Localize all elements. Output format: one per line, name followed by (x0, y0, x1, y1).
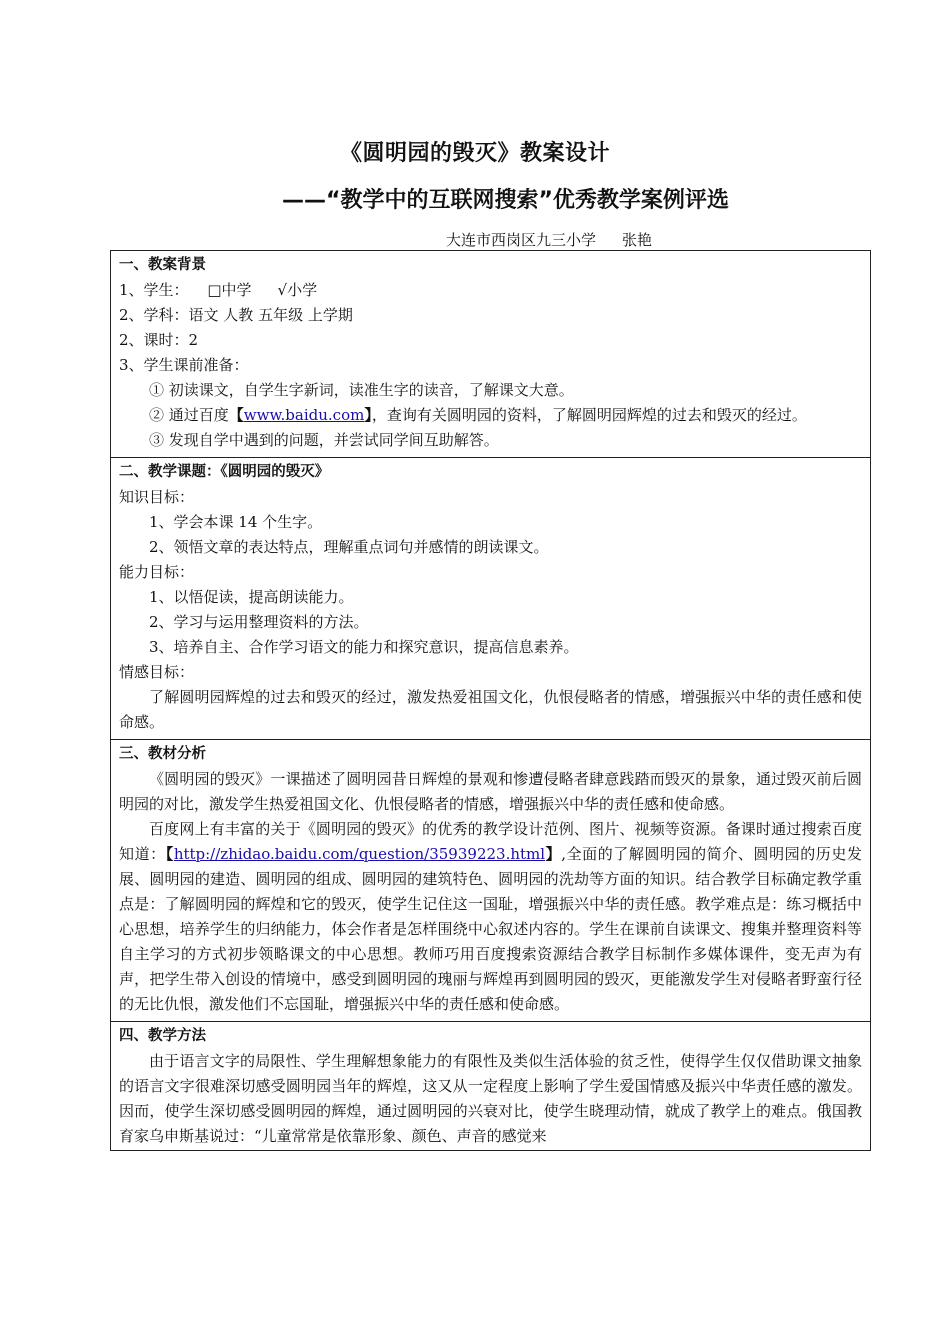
ability-goal-3: 3、培养自主、合作学习语文的能力和探究意识，提高信息素养。 (149, 638, 579, 656)
section-background-cell (111, 251, 871, 458)
emotion-goal-label: 情感目标： (119, 663, 195, 681)
zhidao-link[interactable]: http://zhidao.baidu.com/question/35939223.html (173, 845, 546, 863)
option-middle-school: □中学 (207, 281, 252, 299)
student-level-line (119, 278, 862, 303)
prep-item-2 (119, 403, 862, 428)
prep-item-2-text: ② 通过百度 (149, 406, 229, 424)
prep-item-1: ① 初读课文，自学生字新词，读准生字的读音，了解课文大意。 (149, 381, 574, 399)
author-school: 大连市西岗区九三小学 (446, 231, 597, 249)
section-method-cell (111, 1022, 871, 1151)
section-material-row (111, 740, 871, 1022)
section-background-row (111, 251, 871, 458)
document-title: 《圆明园的毁灭》教案设计 (339, 141, 610, 166)
left-bracket: 【 (228, 406, 244, 424)
right-bracket: 】 (364, 406, 372, 424)
ability-goal-1: 1、以悟促读，提高朗读能力。 (149, 588, 354, 606)
section-heading-method: 四、教学方法 (119, 1028, 206, 1044)
material-paragraph-2-text: 百度网上有丰富的关于《圆明园的毁灭》的优秀的教学设计范例、图片、视频等资源。备课时通过搜索百度知道： (119, 820, 862, 863)
method-paragraph-1: 由于语言文字的局限性、学生理解想象能力的有限性及类似生活体验的贫乏性，使得学生仅仅借助课文抽象的语言文字很难深切感受圆明园当年的辉煌，这又从一定程度上影响了学生爱国情感及振兴中华责任感的激发。因而，使学生深切感受圆明园的辉煌，通过圆明园的兴衰对比，使学生晓理动情，就成了教学上的难点。俄国教育家乌申斯基说过：“儿童常常是依靠形象、颜色、声音的感觉来 (119, 1052, 862, 1145)
document-subtitle: ——“教学中的互联网搜索”优秀教学案例评选 (282, 188, 729, 213)
author-line (446, 229, 652, 250)
knowledge-goal-label: 知识目标： (119, 488, 195, 506)
author-name: 张艳 (622, 231, 653, 249)
material-paragraph-2-rest: ,全面的了解圆明园的简介、圆明园的历史发展、圆明园的建造、圆明园的组成、圆明园的建筑特色、圆明园的洗劫等方面的知识。结合教学目标确定教学重点是：了解圆明园的辉煌和它的毁灭，使学生记住这一国耻，增强振兴中华的责任感。教学难点是：练习概括中心思想，培养学生的归纳能力，体会作者是怎样围绕中心叙述内容的。学生在课前自读课文、搜集并整理资料等自主学习的方式初步领略课文的中心思想。教师巧用百度搜索资源结合教学目标制作多媒体课件，变无声为有声，把学生带入创设的情境中，感受到圆明园的瑰丽与辉煌再到圆明园的毁灭，更能激发学生对侵略者野蛮行径的无比仇恨，激发他们不忘国耻，增强振兴中华的责任感和使命感。 (119, 845, 862, 1013)
section-heading-background: 一、教案背景 (119, 257, 206, 273)
left-bracket: 【 (165, 845, 174, 863)
option-primary-school: √小学 (277, 281, 318, 299)
ability-goal-label: 能力目标： (119, 563, 195, 581)
prep-item-3: ③ 发现自学中遇到的问题，并尝试同学间互助解答。 (149, 431, 499, 449)
method-paragraph-clip (119, 1049, 862, 1146)
section-topic-row (111, 458, 871, 740)
subject-line: 2、学科：语文 人教 五年级 上学期 (119, 306, 353, 324)
material-paragraph-2 (119, 817, 862, 1017)
right-bracket: 】 (545, 845, 562, 863)
student-label: 1、学生： (119, 281, 189, 299)
lesson-plan-table (110, 250, 871, 1151)
baidu-link[interactable]: www.baidu.com (243, 406, 365, 424)
section-material-cell (111, 740, 871, 1022)
prep-label: 3、学生课前准备： (119, 356, 249, 374)
ability-goal-2: 2、学习与运用整理资料的方法。 (149, 613, 369, 631)
section-method-row (111, 1022, 871, 1151)
section-topic-cell (111, 458, 871, 740)
section-heading-topic: 二、教学课题：《圆明园的毁灭》 (119, 464, 330, 480)
prep-item-2-rest: ，查询有关圆明园的资料，了解圆明园辉煌的过去和毁灭的经过。 (371, 406, 807, 424)
emotion-goal-1: 了解圆明园辉煌的过去和毁灭的经过，激发热爱祖国文化，仇恨侵略者的情感，增强振兴中华的责任感和使命感。 (119, 688, 862, 731)
knowledge-goal-2: 2、领悟文章的表达特点，理解重点词句并感情的朗读课文。 (149, 538, 549, 556)
material-paragraph-1: 《圆明园的毁灭》一课描述了圆明园昔日辉煌的景观和惨遭侵略者肆意践踏而毁灭的景象，通过毁灭前后圆明园的对比，激发学生热爱祖国文化、仇恨侵略者的情感，增强振兴中华的责任感和使命感。 (119, 770, 862, 813)
section-heading-material: 三、教材分析 (119, 746, 206, 762)
hours-line: 2、课时：2 (119, 331, 199, 349)
knowledge-goal-1: 1、学会本课 14 个生字。 (149, 513, 323, 531)
